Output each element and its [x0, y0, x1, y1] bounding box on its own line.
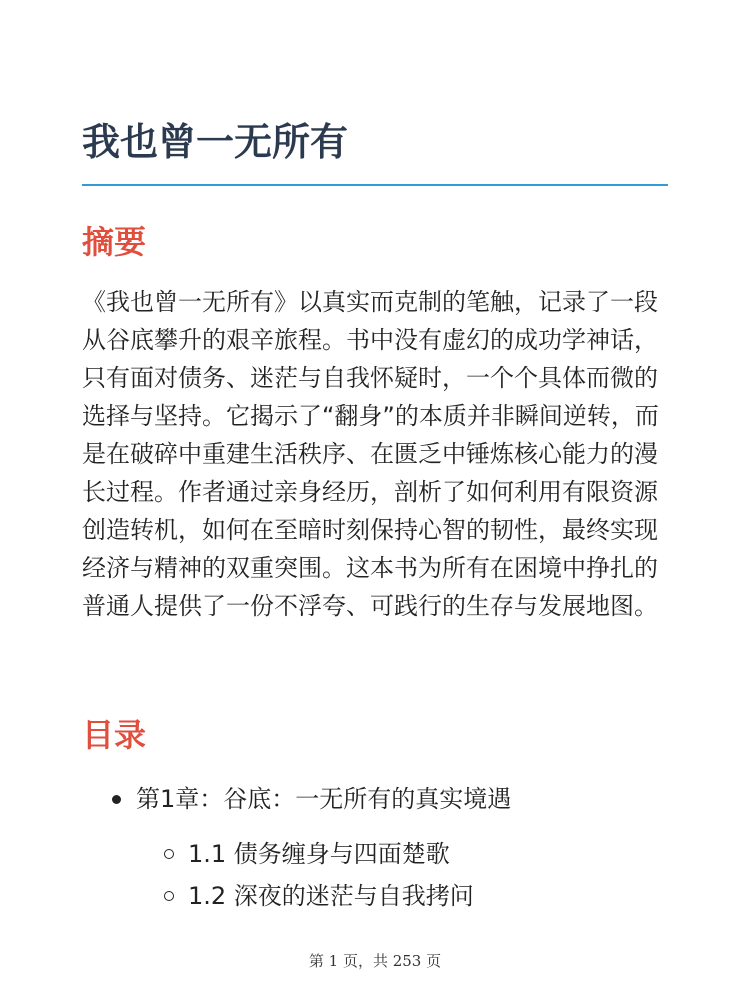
- title-divider: [82, 184, 668, 186]
- toc-heading: 目录: [82, 716, 147, 754]
- abstract-heading: 摘要: [82, 223, 147, 261]
- bullet-circle-icon: [164, 849, 174, 859]
- page-number-footer: 第 1 页，共 253 页: [308, 952, 442, 970]
- toc-section-label: 1.1 债务缠身与四面楚歌: [188, 840, 450, 868]
- toc-section-1-2[interactable]: [188, 878, 474, 914]
- toc-section-1-1[interactable]: [188, 836, 450, 872]
- book-title: 我也曾一无所有: [82, 120, 349, 164]
- toc-section-label: 1.2 深夜的迷茫与自我拷问: [188, 882, 474, 910]
- toc-chapter-label: 第1章：谷底：一无所有的真实境遇: [136, 785, 512, 813]
- abstract-paragraph: 《我也曾一无所有》以真实而克制的笔触，记录了一段从谷底攀升的艰辛旅程。书中没有虚幻的成功学神话，只有面对债务、迷茫与自我怀疑时，一个个具体而微的选择与坚持。它揭示了“翻身”的本质并非瞬间逆转，而是在破碎中重建生活秩序、在匮乏中锤炼核心能力的漫长过程。作者通过亲身经历，剖析了如何利用有限资源创造转机，如何在至暗时刻保持心智的韧性，最终实现经济与精神的双重突围。这本书为所有在困境中挣扎的普通人提供了一份不浮夸、可践行的生存与发展地图。: [82, 288, 659, 620]
- bullet-disc-icon: [112, 795, 121, 804]
- bullet-circle-icon: [164, 891, 174, 901]
- toc-chapter-1[interactable]: [136, 781, 511, 817]
